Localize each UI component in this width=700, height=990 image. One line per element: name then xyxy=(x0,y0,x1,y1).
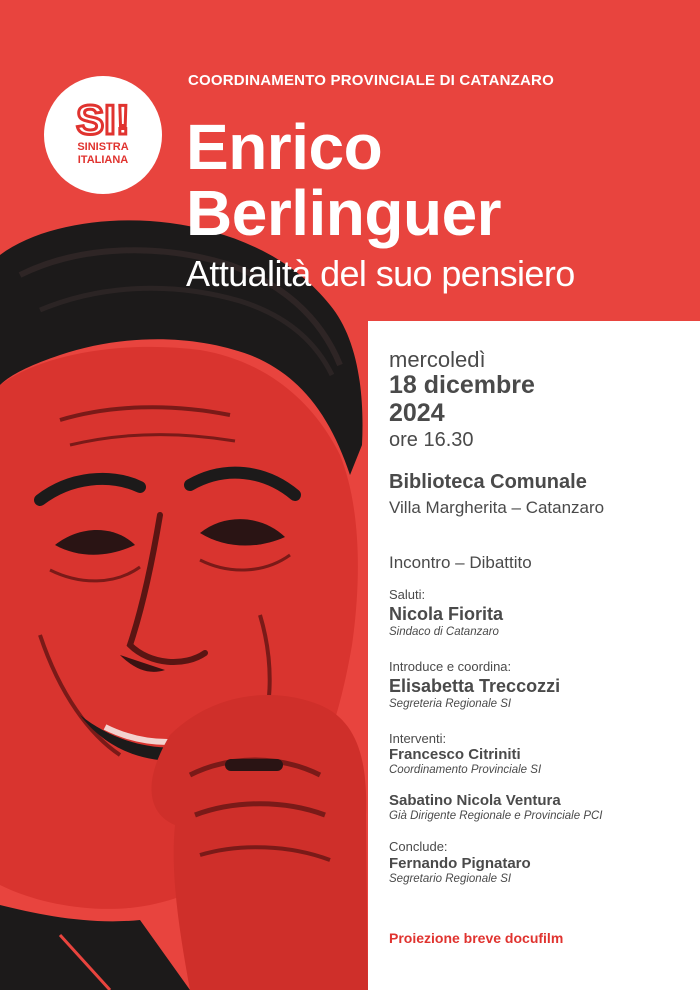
conclusion-speaker-role: Segretario Regionale SI xyxy=(389,873,512,885)
speaker-role: Già Dirigente Regionale e Provinciale PCI xyxy=(389,810,603,822)
organizer-heading: COORDINAMENTO PROVINCIALE DI CATANZARO xyxy=(188,72,554,89)
event-weekday: mercoledì xyxy=(389,347,486,372)
speaker-name: Sabatino Nicola Ventura xyxy=(389,792,561,809)
event-type: Incontro – Dibattito xyxy=(389,553,532,572)
intro-speaker-name: Elisabetta Treccozzi xyxy=(389,676,561,696)
logo-line2: ITALIANA xyxy=(77,154,129,166)
event-date: 18 dicembre xyxy=(389,371,535,399)
speaker-role: Coordinamento Provinciale SI xyxy=(389,764,542,776)
talks-label: Interventi: xyxy=(389,731,447,746)
screening-note: Proiezione breve docufilm xyxy=(389,930,564,946)
portrait-illustration xyxy=(0,215,368,990)
event-year: 2024 xyxy=(389,399,445,427)
greetings-speaker-role: Sindaco di Catanzaro xyxy=(389,626,499,638)
logo-emblem-icon xyxy=(44,76,162,194)
logo-line1: SINISTRA xyxy=(77,141,129,153)
event-time: ore 16.30 xyxy=(389,429,474,451)
greetings-label: Saluti: xyxy=(389,587,426,602)
subtitle: Attualità del suo pensiero xyxy=(186,253,575,294)
title-first-name: Enrico xyxy=(186,111,383,183)
event-venue-detail: Villa Margherita – Catanzaro xyxy=(389,498,605,517)
conclusion-speaker-name: Fernando Pignataro xyxy=(389,855,531,872)
intro-speaker-role: Segreteria Regionale SI xyxy=(389,698,512,710)
speaker-name: Francesco Citriniti xyxy=(389,746,521,763)
conclusion-label: Conclude: xyxy=(389,839,448,854)
greetings-speaker-name: Nicola Fiorita xyxy=(389,604,504,624)
logo-mark: SI! xyxy=(76,96,130,143)
event-info-panel xyxy=(368,321,700,990)
sinistra-italiana-logo xyxy=(44,76,162,194)
title-last-name: Berlinguer xyxy=(186,177,502,249)
event-venue: Biblioteca Comunale xyxy=(389,471,587,493)
intro-label: Introduce e coordina: xyxy=(389,659,512,674)
